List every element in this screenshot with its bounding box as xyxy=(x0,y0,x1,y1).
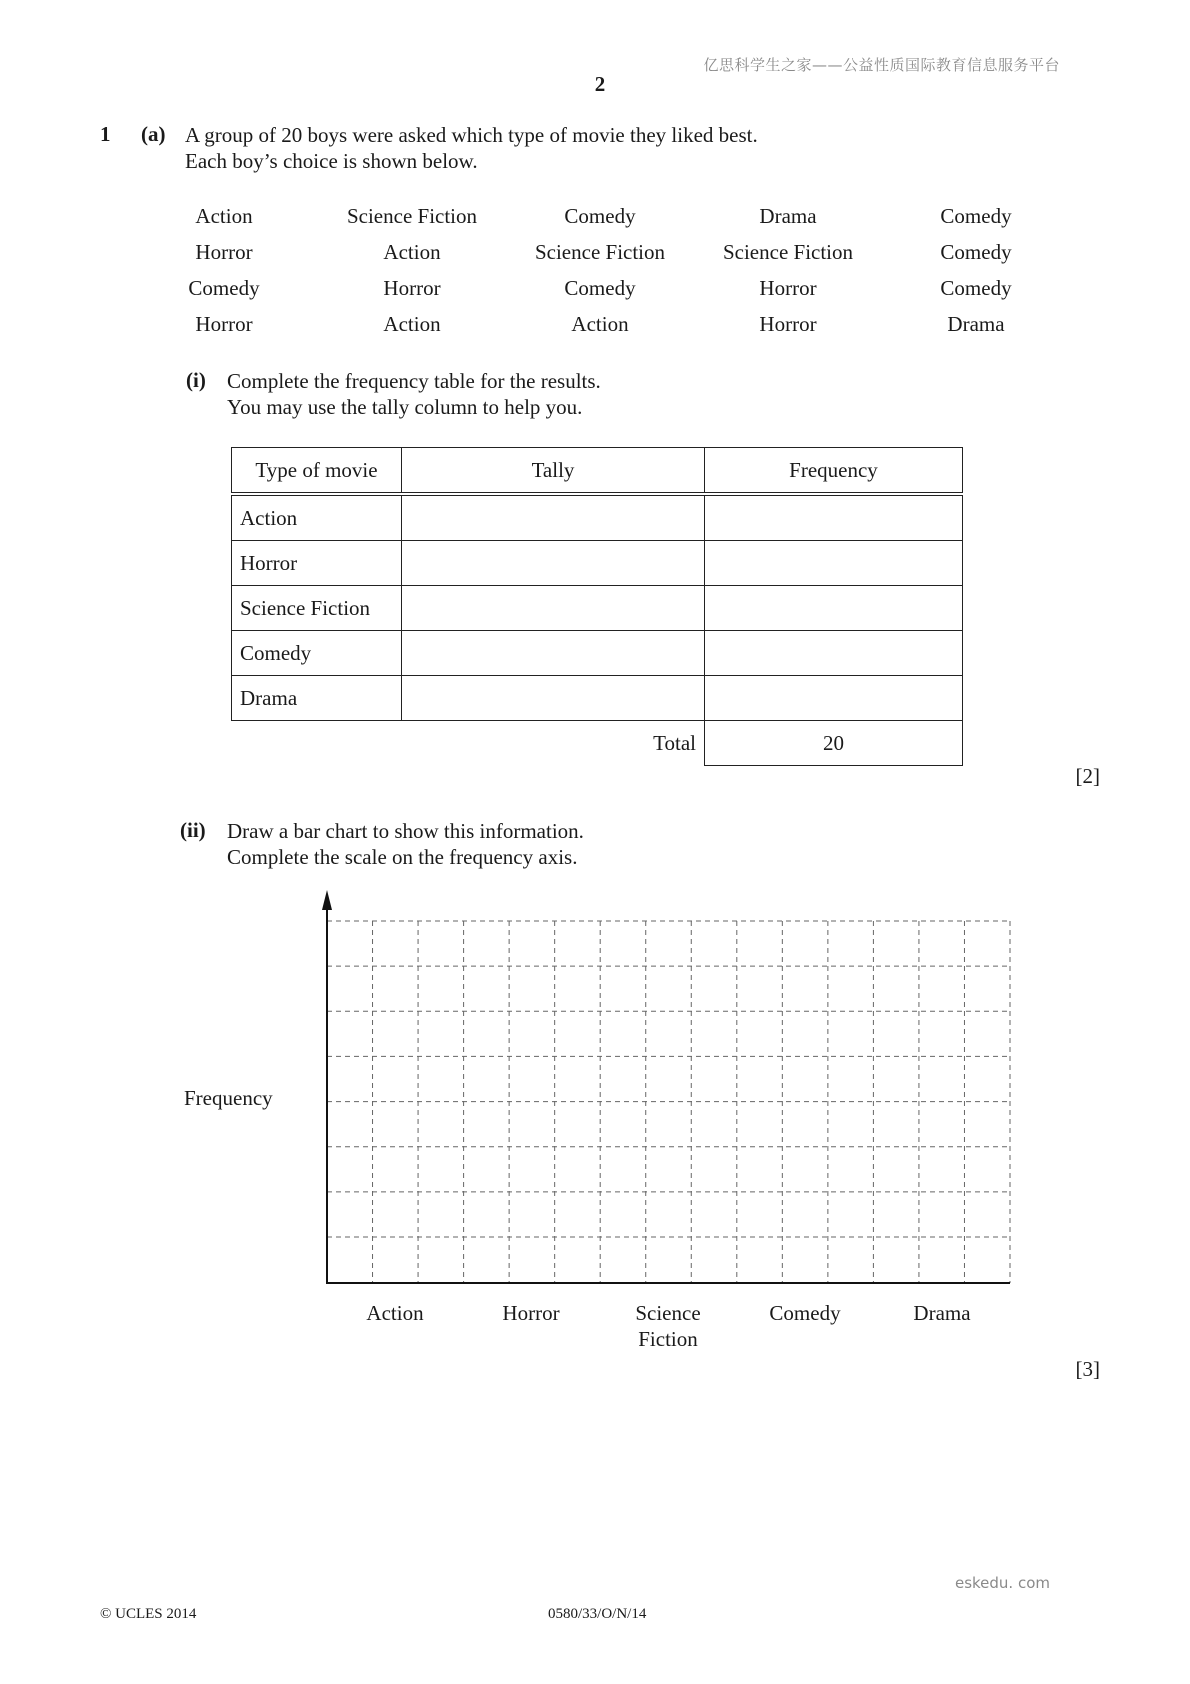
x-category-line: Action xyxy=(366,1301,424,1325)
watermark-top: 亿思科学生之家——公益性质国际教育信息服务平台 xyxy=(703,56,1060,74)
choice: Horror xyxy=(759,276,817,300)
question-part: (a) xyxy=(141,122,166,146)
choice: Horror xyxy=(383,276,441,300)
x-category-line: Science xyxy=(635,1301,701,1325)
choice: Horror xyxy=(195,312,253,336)
choice: Comedy xyxy=(940,276,1012,300)
choice: Science Fiction xyxy=(346,204,478,228)
x-category-science-fiction xyxy=(603,1300,733,1352)
choice: Action xyxy=(571,312,629,336)
grid-lines xyxy=(327,921,1010,1283)
part-i-label: (i) xyxy=(186,368,206,392)
header-tally: Tally xyxy=(402,448,705,495)
part-i-marks: [2] xyxy=(1075,764,1100,788)
choice: Science Fiction xyxy=(534,240,666,264)
page-number: 2 xyxy=(594,72,606,96)
choice: Drama xyxy=(947,312,1005,336)
choice: Horror xyxy=(195,240,253,264)
header-type: Type of movie xyxy=(232,448,402,495)
choice: Action xyxy=(195,204,253,228)
header-frequency: Frequency xyxy=(705,448,963,495)
row-label: Horror xyxy=(232,541,402,586)
x-category-line: Fiction xyxy=(638,1327,698,1351)
part-ii-line: Draw a bar chart to show this information. xyxy=(227,819,584,843)
choice: Horror xyxy=(759,312,817,336)
row-label: Comedy xyxy=(232,631,402,676)
x-category-line: Horror xyxy=(502,1301,560,1325)
choice: Action xyxy=(383,312,441,336)
part-ii-label: (ii) xyxy=(180,818,206,842)
part-ii-line: Complete the scale on the frequency axis. xyxy=(227,845,578,869)
x-category-comedy xyxy=(740,1300,870,1326)
footer-code: 0580/33/O/N/14 xyxy=(548,1606,647,1622)
part-ii-marks: [3] xyxy=(1075,1357,1100,1381)
part-i-line: Complete the frequency table for the results. xyxy=(227,369,601,393)
choice: Action xyxy=(383,240,441,264)
choice: Drama xyxy=(759,204,817,228)
y-axis-arrow-icon xyxy=(322,890,332,910)
row-label: Science Fiction xyxy=(232,586,402,631)
total-value: 20 xyxy=(705,721,963,766)
total-label: Total xyxy=(653,730,696,755)
x-category-line: Drama xyxy=(913,1301,971,1325)
choice: Comedy xyxy=(940,204,1012,228)
question-line: Each boy’s choice is shown below. xyxy=(185,149,478,173)
choice: Comedy xyxy=(940,240,1012,264)
row-label: Action xyxy=(232,494,402,541)
footer-copyright: © UCLES 2014 xyxy=(100,1606,197,1622)
x-category-drama xyxy=(877,1300,1007,1326)
x-category-line: Comedy xyxy=(769,1301,841,1325)
x-category-action xyxy=(330,1300,460,1326)
choice: Comedy xyxy=(564,204,636,228)
watermark-bottom: eskedu. com xyxy=(954,1574,1050,1592)
choice: Comedy xyxy=(188,276,260,300)
choice: Comedy xyxy=(564,276,636,300)
frequency-axis-label: Frequency xyxy=(184,1086,273,1110)
row-label: Drama xyxy=(232,676,402,721)
part-i-line: You may use the tally column to help you. xyxy=(227,395,583,419)
question-number: 1 xyxy=(100,122,111,146)
choice: Science Fiction xyxy=(722,240,854,264)
x-category-horror xyxy=(466,1300,596,1326)
question-line: A group of 20 boys were asked which type of movie they liked best. xyxy=(185,123,758,147)
